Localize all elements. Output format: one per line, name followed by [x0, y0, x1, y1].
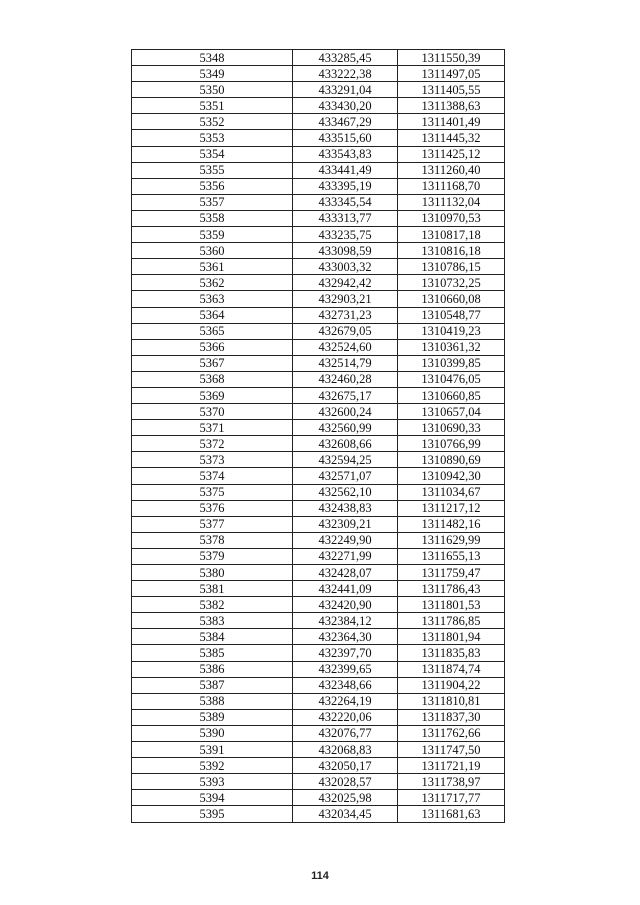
x-coordinate-cell: 433313,77	[293, 210, 398, 226]
x-coordinate-cell: 432309,21	[293, 516, 398, 532]
table-row	[132, 146, 505, 162]
x-coordinate-cell: 433098,59	[293, 243, 398, 259]
y-coordinate-cell: 1311401,49	[398, 114, 505, 130]
y-coordinate-cell: 1311801,94	[398, 629, 505, 645]
table-row	[132, 210, 505, 226]
y-coordinate-cell: 1311445,32	[398, 130, 505, 146]
table-row	[132, 420, 505, 436]
y-coordinate-cell: 1311786,85	[398, 613, 505, 629]
table-row	[132, 709, 505, 725]
point-number-cell: 5377	[132, 516, 293, 532]
point-number-cell: 5380	[132, 565, 293, 581]
y-coordinate-cell: 1310942,30	[398, 468, 505, 484]
y-coordinate-cell: 1310476,05	[398, 371, 505, 387]
point-number-cell: 5369	[132, 387, 293, 403]
point-number-cell: 5390	[132, 725, 293, 741]
table-row	[132, 66, 505, 82]
y-coordinate-cell: 1311810,81	[398, 693, 505, 709]
x-coordinate-cell: 432271,99	[293, 548, 398, 564]
table-row	[132, 194, 505, 210]
x-coordinate-cell: 432068,83	[293, 742, 398, 758]
point-number-cell: 5352	[132, 114, 293, 130]
x-coordinate-cell: 433222,38	[293, 66, 398, 82]
point-number-cell: 5361	[132, 259, 293, 275]
y-coordinate-cell: 1310690,33	[398, 420, 505, 436]
y-coordinate-cell: 1310361,32	[398, 339, 505, 355]
table-row	[132, 613, 505, 629]
point-number-cell: 5366	[132, 339, 293, 355]
y-coordinate-cell: 1311497,05	[398, 66, 505, 82]
table-row	[132, 597, 505, 613]
table-row	[132, 677, 505, 693]
x-coordinate-cell: 433543,83	[293, 146, 398, 162]
y-coordinate-cell: 1311835,83	[398, 645, 505, 661]
y-coordinate-cell: 1311655,13	[398, 548, 505, 564]
x-coordinate-cell: 432050,17	[293, 758, 398, 774]
y-coordinate-cell: 1311801,53	[398, 597, 505, 613]
x-coordinate-cell: 432608,66	[293, 436, 398, 452]
x-coordinate-cell: 433467,29	[293, 114, 398, 130]
x-coordinate-cell: 432220,06	[293, 709, 398, 725]
y-coordinate-cell: 1311132,04	[398, 194, 505, 210]
table-row	[132, 790, 505, 806]
point-number-cell: 5379	[132, 548, 293, 564]
x-coordinate-cell: 432679,05	[293, 323, 398, 339]
y-coordinate-cell: 1310816,18	[398, 243, 505, 259]
x-coordinate-cell: 432076,77	[293, 725, 398, 741]
point-number-cell: 5356	[132, 178, 293, 194]
y-coordinate-cell: 1311762,66	[398, 725, 505, 741]
table-row	[132, 742, 505, 758]
x-coordinate-cell: 432034,45	[293, 806, 398, 822]
y-coordinate-cell: 1310657,04	[398, 404, 505, 420]
y-coordinate-cell: 1311260,40	[398, 162, 505, 178]
y-coordinate-cell: 1311837,30	[398, 709, 505, 725]
x-coordinate-cell: 432524,60	[293, 339, 398, 355]
point-number-cell: 5392	[132, 758, 293, 774]
table-row	[132, 162, 505, 178]
x-coordinate-cell: 432384,12	[293, 613, 398, 629]
table-row	[132, 581, 505, 597]
y-coordinate-cell: 1311482,16	[398, 516, 505, 532]
point-number-cell: 5365	[132, 323, 293, 339]
x-coordinate-cell: 432942,42	[293, 275, 398, 291]
x-coordinate-cell: 432600,24	[293, 404, 398, 420]
table-row	[132, 259, 505, 275]
table-row	[132, 629, 505, 645]
point-number-cell: 5362	[132, 275, 293, 291]
table-row	[132, 774, 505, 790]
x-coordinate-cell: 432731,23	[293, 307, 398, 323]
table-row	[132, 725, 505, 741]
x-coordinate-cell: 433285,45	[293, 50, 398, 66]
y-coordinate-cell: 1310786,15	[398, 259, 505, 275]
y-coordinate-cell: 1311738,97	[398, 774, 505, 790]
x-coordinate-cell: 432903,21	[293, 291, 398, 307]
point-number-cell: 5350	[132, 82, 293, 98]
point-number-cell: 5373	[132, 452, 293, 468]
y-coordinate-cell: 1311550,39	[398, 50, 505, 66]
y-coordinate-cell: 1311874,74	[398, 661, 505, 677]
point-number-cell: 5387	[132, 677, 293, 693]
table-row	[132, 468, 505, 484]
y-coordinate-cell: 1310660,08	[398, 291, 505, 307]
x-coordinate-cell: 432364,30	[293, 629, 398, 645]
x-coordinate-cell: 433003,32	[293, 259, 398, 275]
table-row	[132, 806, 505, 822]
table-row	[132, 323, 505, 339]
x-coordinate-cell: 432420,90	[293, 597, 398, 613]
y-coordinate-cell: 1311717,77	[398, 790, 505, 806]
y-coordinate-cell: 1311759,47	[398, 565, 505, 581]
y-coordinate-cell: 1311721,19	[398, 758, 505, 774]
x-coordinate-cell: 432399,65	[293, 661, 398, 677]
table-row	[132, 404, 505, 420]
table-row	[132, 693, 505, 709]
x-coordinate-cell: 432441,09	[293, 581, 398, 597]
point-number-cell: 5391	[132, 742, 293, 758]
x-coordinate-cell: 432348,66	[293, 677, 398, 693]
point-number-cell: 5359	[132, 227, 293, 243]
y-coordinate-cell: 1310970,53	[398, 210, 505, 226]
y-coordinate-cell: 1311034,67	[398, 484, 505, 500]
point-number-cell: 5357	[132, 194, 293, 210]
table-row	[132, 130, 505, 146]
x-coordinate-cell: 432675,17	[293, 387, 398, 403]
y-coordinate-cell: 1311747,50	[398, 742, 505, 758]
point-number-cell: 5370	[132, 404, 293, 420]
y-coordinate-cell: 1310817,18	[398, 227, 505, 243]
point-number-cell: 5355	[132, 162, 293, 178]
y-coordinate-cell: 1310890,69	[398, 452, 505, 468]
table-row	[132, 243, 505, 259]
point-number-cell: 5388	[132, 693, 293, 709]
table-row	[132, 500, 505, 516]
table-row	[132, 178, 505, 194]
point-number-cell: 5381	[132, 581, 293, 597]
point-number-cell: 5364	[132, 307, 293, 323]
point-number-cell: 5382	[132, 597, 293, 613]
table-row	[132, 114, 505, 130]
point-number-cell: 5389	[132, 709, 293, 725]
point-number-cell: 5384	[132, 629, 293, 645]
table-row	[132, 98, 505, 114]
table-row	[132, 436, 505, 452]
table-row	[132, 661, 505, 677]
point-number-cell: 5393	[132, 774, 293, 790]
y-coordinate-cell: 1311168,70	[398, 178, 505, 194]
x-coordinate-cell: 432264,19	[293, 693, 398, 709]
x-coordinate-cell: 432438,83	[293, 500, 398, 516]
table-row	[132, 339, 505, 355]
y-coordinate-cell: 1311425,12	[398, 146, 505, 162]
y-coordinate-cell: 1311388,63	[398, 98, 505, 114]
point-number-cell: 5368	[132, 371, 293, 387]
x-coordinate-cell: 433441,49	[293, 162, 398, 178]
point-number-cell: 5348	[132, 50, 293, 66]
x-coordinate-cell: 432025,98	[293, 790, 398, 806]
x-coordinate-cell: 432460,28	[293, 371, 398, 387]
point-number-cell: 5363	[132, 291, 293, 307]
page-number: 114	[311, 870, 329, 882]
table-row	[132, 387, 505, 403]
point-number-cell: 5351	[132, 98, 293, 114]
table-row	[132, 275, 505, 291]
table-row	[132, 291, 505, 307]
point-number-cell: 5360	[132, 243, 293, 259]
y-coordinate-cell: 1310766,99	[398, 436, 505, 452]
point-number-cell: 5354	[132, 146, 293, 162]
table-row	[132, 484, 505, 500]
x-coordinate-cell: 433345,54	[293, 194, 398, 210]
x-coordinate-cell: 432028,57	[293, 774, 398, 790]
point-number-cell: 5394	[132, 790, 293, 806]
point-number-cell: 5375	[132, 484, 293, 500]
table-row	[132, 371, 505, 387]
y-coordinate-cell: 1310660,85	[398, 387, 505, 403]
x-coordinate-cell: 432562,10	[293, 484, 398, 500]
y-coordinate-cell: 1311405,55	[398, 82, 505, 98]
x-coordinate-cell: 432249,90	[293, 532, 398, 548]
y-coordinate-cell: 1311786,43	[398, 581, 505, 597]
table-row	[132, 452, 505, 468]
table-row	[132, 516, 505, 532]
point-number-cell: 5395	[132, 806, 293, 822]
table-row	[132, 227, 505, 243]
x-coordinate-cell: 432514,79	[293, 355, 398, 371]
point-number-cell: 5372	[132, 436, 293, 452]
x-coordinate-cell: 432397,70	[293, 645, 398, 661]
point-number-cell: 5385	[132, 645, 293, 661]
table-row	[132, 355, 505, 371]
table-row	[132, 82, 505, 98]
point-number-cell: 5383	[132, 613, 293, 629]
y-coordinate-cell: 1311904,22	[398, 677, 505, 693]
table-row	[132, 532, 505, 548]
x-coordinate-cell: 433291,04	[293, 82, 398, 98]
x-coordinate-cell: 432560,99	[293, 420, 398, 436]
x-coordinate-cell: 433430,20	[293, 98, 398, 114]
coordinate-table-body	[132, 50, 505, 823]
point-number-cell: 5386	[132, 661, 293, 677]
point-number-cell: 5358	[132, 210, 293, 226]
x-coordinate-cell: 433515,60	[293, 130, 398, 146]
x-coordinate-cell: 432594,25	[293, 452, 398, 468]
y-coordinate-cell: 1310399,85	[398, 355, 505, 371]
x-coordinate-cell: 432428,07	[293, 565, 398, 581]
x-coordinate-cell: 433395,19	[293, 178, 398, 194]
x-coordinate-cell: 433235,75	[293, 227, 398, 243]
y-coordinate-cell: 1310548,77	[398, 307, 505, 323]
table-row	[132, 307, 505, 323]
y-coordinate-cell: 1311217,12	[398, 500, 505, 516]
y-coordinate-cell: 1311681,63	[398, 806, 505, 822]
table-row	[132, 565, 505, 581]
table-row	[132, 50, 505, 66]
table-row	[132, 758, 505, 774]
point-number-cell: 5376	[132, 500, 293, 516]
point-number-cell: 5371	[132, 420, 293, 436]
y-coordinate-cell: 1310732,25	[398, 275, 505, 291]
y-coordinate-cell: 1310419,23	[398, 323, 505, 339]
point-number-cell: 5353	[132, 130, 293, 146]
point-number-cell: 5367	[132, 355, 293, 371]
point-number-cell: 5374	[132, 468, 293, 484]
coordinate-table	[131, 49, 505, 823]
point-number-cell: 5349	[132, 66, 293, 82]
x-coordinate-cell: 432571,07	[293, 468, 398, 484]
y-coordinate-cell: 1311629,99	[398, 532, 505, 548]
point-number-cell: 5378	[132, 532, 293, 548]
table-row	[132, 645, 505, 661]
table-row	[132, 548, 505, 564]
